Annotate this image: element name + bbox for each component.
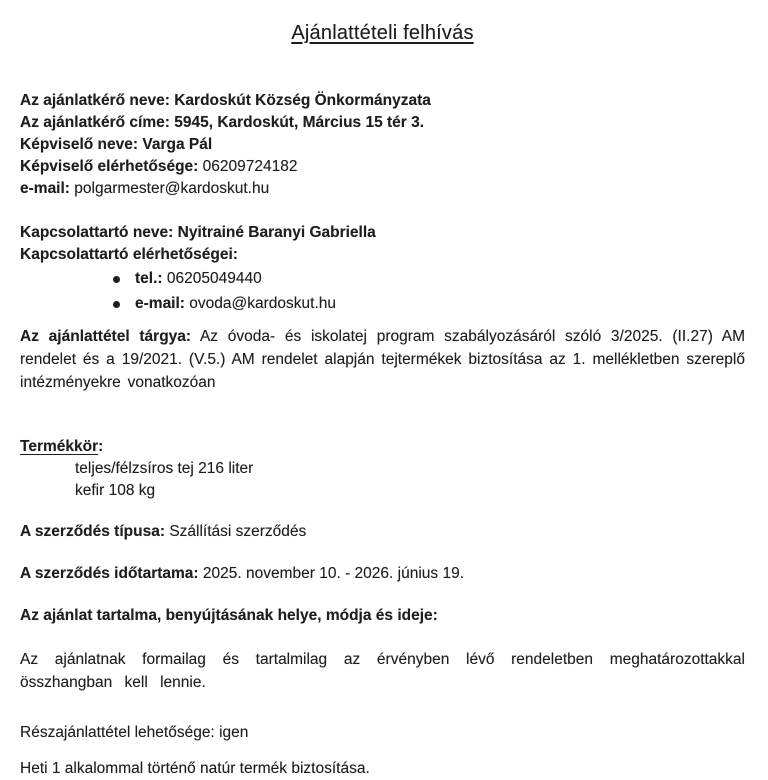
buyer-address-line	[20, 112, 745, 134]
email-bullet-item	[20, 291, 745, 316]
contract-period-value: 2025. november 10. - 2026. június 19.	[202, 565, 464, 582]
email-bullet-value: ovoda@kardoskut.hu	[189, 295, 336, 312]
contract-type-value: Szállítási szerződés	[169, 523, 307, 540]
products-heading-text: Termékkör	[20, 438, 99, 455]
partial-offer-label: Részajánlattétel lehetősége:	[20, 724, 215, 741]
contract-period-label: A szerződés időtartama:	[20, 565, 199, 582]
phone-bullet-label: tel.:	[135, 270, 163, 287]
representative-name-value: Varga Pál	[142, 136, 213, 153]
partial-offer-value: igen	[219, 724, 249, 741]
contract-type-label: A szerződés típusa:	[20, 523, 165, 540]
representative-name-label: Képviselő neve:	[20, 136, 139, 153]
products-heading	[20, 436, 745, 458]
weekly-note-line: Heti 1 alkalommal történő natúr termék biztosítása.	[20, 760, 370, 777]
contact-name-label: Kapcsolattartó neve:	[20, 224, 174, 241]
contact-block	[20, 222, 745, 316]
bullet-icon	[113, 301, 120, 308]
email-bullet-label: e-mail:	[135, 295, 185, 312]
subject-label: Az ajánlattétel tárgya:	[20, 328, 192, 345]
contract-type-line	[20, 521, 745, 543]
representative-phone-label: Képviselő elérhetősége:	[20, 158, 199, 175]
bullet-icon	[113, 276, 120, 283]
representative-phone-line	[20, 156, 745, 178]
products-block	[20, 436, 745, 502]
phone-bullet-value: 06205049440	[166, 270, 262, 287]
offer-heading	[20, 605, 745, 627]
product-item: teljes/félzsíros tej 216 liter	[75, 460, 254, 477]
contact-name-value: Nyitrainé Baranyi Gabriella	[177, 224, 376, 241]
subject-paragraph	[20, 325, 745, 394]
representative-phone-value: 06209724182	[202, 158, 298, 175]
contact-channels-line	[20, 244, 745, 266]
buyer-name-label: Az ajánlatkérő neve:	[20, 92, 170, 109]
offer-heading-text: Az ajánlat tartalma, benyújtásának helye, módja és ideje:	[20, 607, 438, 624]
representative-name-line	[20, 134, 745, 156]
contract-period-line	[20, 563, 745, 585]
buyer-email-label: e-mail:	[20, 180, 70, 197]
contact-channels-label: Kapcsolattartó elérhetőségei:	[20, 246, 238, 263]
buyer-email-value: polgarmester@kardoskut.hu	[74, 180, 270, 197]
document-title-text: Ajánlattételi felhívás	[291, 22, 474, 44]
document-title	[20, 20, 745, 46]
buyer-block	[20, 90, 745, 200]
buyer-email-line	[20, 178, 745, 200]
partial-offer-line	[20, 722, 745, 744]
phone-bullet-item	[20, 266, 745, 291]
product-item: kefir 108 kg	[75, 482, 156, 499]
subject-text: Az óvoda- és iskolatej program szabályozásáról szóló 3/2025. (II.27) AM rendelet és a 19/2021. (V.5.) AM rendelet alapján tejtermékek biztosítása az 1. mellékletben szereplő intézményekre vonatkozóan	[20, 328, 745, 391]
contact-name-line	[20, 222, 745, 244]
offer-paragraph: Az ajánlatnak formailag és tartalmilag az érvényben lévő rendeletben meghatározottakkal összhangban kell lennie.	[20, 651, 745, 691]
contact-bullet-list	[20, 266, 745, 316]
buyer-address-label: Az ajánlatkérő címe:	[20, 114, 170, 131]
products-heading-colon: :	[98, 438, 104, 455]
buyer-name-line	[20, 90, 745, 112]
buyer-name-value: Kardoskút Község Önkormányzata	[174, 92, 431, 109]
buyer-address-value: 5945, Kardoskút, Március 15 tér 3.	[174, 114, 425, 131]
